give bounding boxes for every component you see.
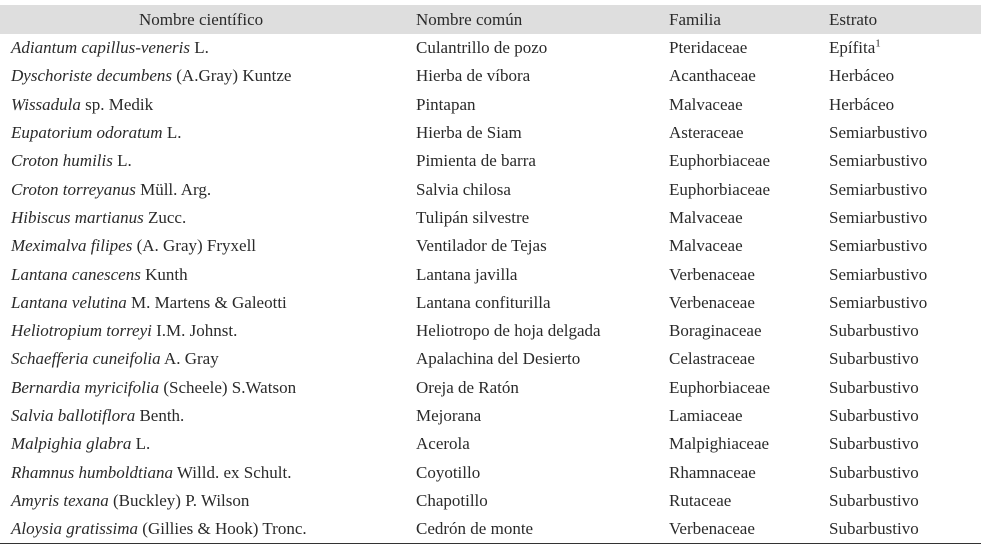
species-authority: (Scheele) S.Watson	[159, 377, 297, 397]
species-authority: (Buckley) P. Wilson	[108, 490, 250, 510]
table-row	[0, 430, 981, 458]
cell-stratum	[829, 175, 981, 203]
cell-family: Pteridaceae	[669, 38, 748, 58]
cell-common-name: Hierba de Siam	[416, 123, 522, 143]
cell-common-name: Heliotropo de hoja delgada	[416, 321, 601, 341]
stratum-label: Semiarbustivo	[829, 123, 928, 143]
species-binomial: Lantana canescens	[11, 264, 141, 284]
cell-stratum	[829, 289, 981, 317]
species-binomial: Bernardia myricifolia	[11, 377, 160, 397]
species-authority: I.M. Johnst.	[151, 321, 238, 341]
header-family: Familia	[669, 10, 721, 29]
table-body	[0, 34, 981, 544]
footnote-marker: 1	[875, 37, 881, 50]
cell-scientific-name	[0, 204, 416, 232]
species-authority: (A.Gray) Kuntze	[172, 66, 292, 86]
cell-scientific-name	[0, 345, 416, 373]
cell-scientific-name	[0, 374, 416, 402]
cell-scientific-name	[0, 91, 416, 119]
stratum-label: Herbáceo	[829, 94, 895, 114]
cell-scientific-name	[0, 515, 416, 544]
table-row	[0, 458, 981, 486]
species-authority: Müll. Arg.	[135, 179, 212, 199]
species-authority: Zucc.	[143, 207, 187, 227]
cell-stratum	[829, 232, 981, 260]
cell-stratum	[829, 204, 981, 232]
header-common-name: Nombre común	[416, 10, 523, 29]
cell-common-name: Pintapan	[416, 94, 476, 114]
table-row	[0, 402, 981, 430]
cell-family: Verbenaceae	[669, 292, 755, 312]
cell-scientific-name	[0, 487, 416, 515]
cell-stratum	[829, 345, 981, 373]
cell-common-name: Lantana confiturilla	[416, 292, 551, 312]
table-row	[0, 487, 981, 515]
species-authority: L.	[162, 123, 182, 143]
table-row	[0, 515, 981, 544]
species-authority: A. Gray	[160, 349, 219, 369]
cell-family: Verbenaceae	[669, 264, 755, 284]
cell-stratum	[829, 34, 981, 62]
cell-stratum	[829, 119, 981, 147]
cell-common-name: Pimienta de barra	[416, 151, 536, 171]
stratum-label: Semiarbustivo	[829, 179, 928, 199]
cell-scientific-name	[0, 147, 416, 175]
table-row	[0, 317, 981, 345]
cell-common-name: Apalachina del Desierto	[416, 349, 581, 369]
table-row	[0, 232, 981, 260]
stratum-label: Semiarbustivo	[829, 207, 928, 227]
cell-scientific-name	[0, 289, 416, 317]
cell-family: Euphorbiaceae	[669, 151, 770, 171]
table-row	[0, 147, 981, 175]
species-authority: M. Martens & Galeotti	[126, 292, 287, 312]
stratum-label: Subarbustivo	[829, 490, 919, 510]
table-row	[0, 204, 981, 232]
cell-family: Malvaceae	[669, 94, 743, 114]
cell-stratum	[829, 91, 981, 119]
table-row	[0, 91, 981, 119]
table-row	[0, 260, 981, 288]
species-binomial: Amyris texana	[11, 490, 109, 510]
cell-family: Rutaceae	[669, 490, 732, 510]
species-binomial: Lantana velutina	[11, 292, 127, 312]
cell-scientific-name	[0, 317, 416, 345]
stratum-label: Subarbustivo	[829, 434, 919, 454]
stratum-label: Subarbustivo	[829, 321, 919, 341]
stratum-label: Subarbustivo	[829, 519, 919, 539]
species-table	[0, 5, 981, 544]
stratum-label: Subarbustivo	[829, 406, 919, 425]
cell-common-name: Cedrón de monte	[416, 515, 669, 544]
cell-common-name: Salvia chilosa	[416, 179, 511, 199]
table-row	[0, 289, 981, 317]
cell-scientific-name	[0, 260, 416, 288]
cell-family: Verbenaceae	[669, 515, 829, 544]
species-authority: (A. Gray) Fryxell	[132, 236, 257, 256]
cell-common-name: Culantrillo de pozo	[416, 38, 548, 58]
table-row	[0, 34, 981, 62]
stratum-label: Epífita	[829, 38, 876, 58]
stratum-label: Semiarbustivo	[829, 236, 928, 256]
cell-scientific-name	[0, 430, 416, 458]
species-binomial: Croton humilis	[11, 151, 113, 171]
cell-scientific-name	[0, 119, 416, 147]
species-authority: Kunth	[140, 264, 188, 284]
cell-stratum	[829, 515, 981, 544]
species-binomial: Croton torreyanus	[11, 179, 136, 199]
cell-common-name: Ventilador de Tejas	[416, 236, 547, 256]
stratum-label: Subarbustivo	[829, 377, 919, 397]
species-binomial: Wissadula	[11, 94, 81, 114]
cell-common-name: Oreja de Ratón	[416, 377, 519, 397]
cell-scientific-name	[0, 62, 416, 90]
table-row	[0, 62, 981, 90]
header-stratum: Estrato	[829, 10, 878, 29]
cell-family: Malvaceae	[669, 207, 743, 227]
cell-scientific-name	[0, 34, 416, 62]
table-header	[0, 5, 981, 34]
species-authority: Willd. ex Schult.	[172, 462, 292, 482]
cell-common-name: Mejorana	[416, 406, 482, 425]
stratum-label: Semiarbustivo	[829, 151, 928, 171]
species-binomial: Heliotropium torreyi	[11, 321, 152, 341]
cell-stratum	[829, 374, 981, 402]
species-authority: L.	[112, 151, 132, 171]
species-binomial: Aloysia gratissima	[11, 519, 139, 539]
species-authority: Benth.	[135, 406, 185, 425]
stratum-label: Herbáceo	[829, 66, 895, 86]
cell-common-name: Tulipán silvestre	[416, 207, 530, 227]
cell-scientific-name	[0, 232, 416, 260]
species-binomial: Meximalva filipes	[11, 236, 133, 256]
species-binomial: Rhamnus humboldtiana	[11, 462, 173, 482]
cell-stratum	[829, 430, 981, 458]
species-binomial: Malpighia glabra	[11, 434, 132, 454]
species-authority: sp. Medik	[80, 94, 154, 114]
cell-stratum	[829, 147, 981, 175]
table-row	[0, 345, 981, 373]
cell-scientific-name	[0, 175, 416, 203]
cell-common-name: Chapotillo	[416, 490, 488, 510]
species-binomial: Hibiscus martianus	[11, 207, 144, 227]
cell-common-name: Hierba de víbora	[416, 66, 531, 86]
species-authority: L.	[189, 38, 209, 58]
cell-stratum	[829, 402, 981, 430]
species-binomial: Eupatorium odoratum	[11, 123, 163, 143]
species-table-container	[0, 5, 981, 544]
cell-common-name: Lantana javilla	[416, 264, 518, 284]
cell-stratum	[829, 487, 981, 515]
stratum-label: Subarbustivo	[829, 462, 919, 482]
table-row	[0, 175, 981, 203]
cell-family: Boraginaceae	[669, 321, 762, 341]
cell-scientific-name	[0, 402, 416, 430]
stratum-label: Subarbustivo	[829, 349, 919, 369]
table-row	[0, 119, 981, 147]
cell-family: Euphorbiaceae	[669, 377, 770, 397]
species-authority: (Gillies & Hook) Tronc.	[138, 519, 307, 539]
cell-scientific-name	[0, 458, 416, 486]
cell-family: Celastraceae	[669, 349, 755, 369]
header-row	[0, 5, 981, 34]
cell-family: Euphorbiaceae	[669, 179, 770, 199]
stratum-label: Semiarbustivo	[829, 264, 928, 284]
cell-stratum	[829, 260, 981, 288]
species-binomial: Adiantum capillus-veneris	[11, 38, 190, 58]
cell-stratum	[829, 62, 981, 90]
species-authority: L.	[131, 434, 151, 454]
cell-family: Asteraceae	[669, 123, 744, 143]
cell-family: Malvaceae	[669, 236, 743, 256]
cell-family: Lamiaceae	[669, 406, 743, 425]
stratum-label: Semiarbustivo	[829, 292, 928, 312]
species-binomial: Schaefferia cuneifolia	[11, 349, 161, 369]
cell-family: Malpighiaceae	[669, 434, 770, 454]
species-binomial: Dyschoriste decumbens	[11, 66, 172, 86]
cell-stratum	[829, 317, 981, 345]
cell-common-name: Acerola	[416, 434, 470, 454]
table-row	[0, 374, 981, 402]
cell-family: Rhamnaceae	[669, 462, 756, 482]
header-scientific-name: Nombre científico	[139, 10, 264, 29]
cell-common-name: Coyotillo	[416, 462, 481, 482]
cell-family: Acanthaceae	[669, 66, 756, 86]
cell-stratum	[829, 458, 981, 486]
species-binomial: Salvia ballotiflora	[11, 406, 136, 425]
